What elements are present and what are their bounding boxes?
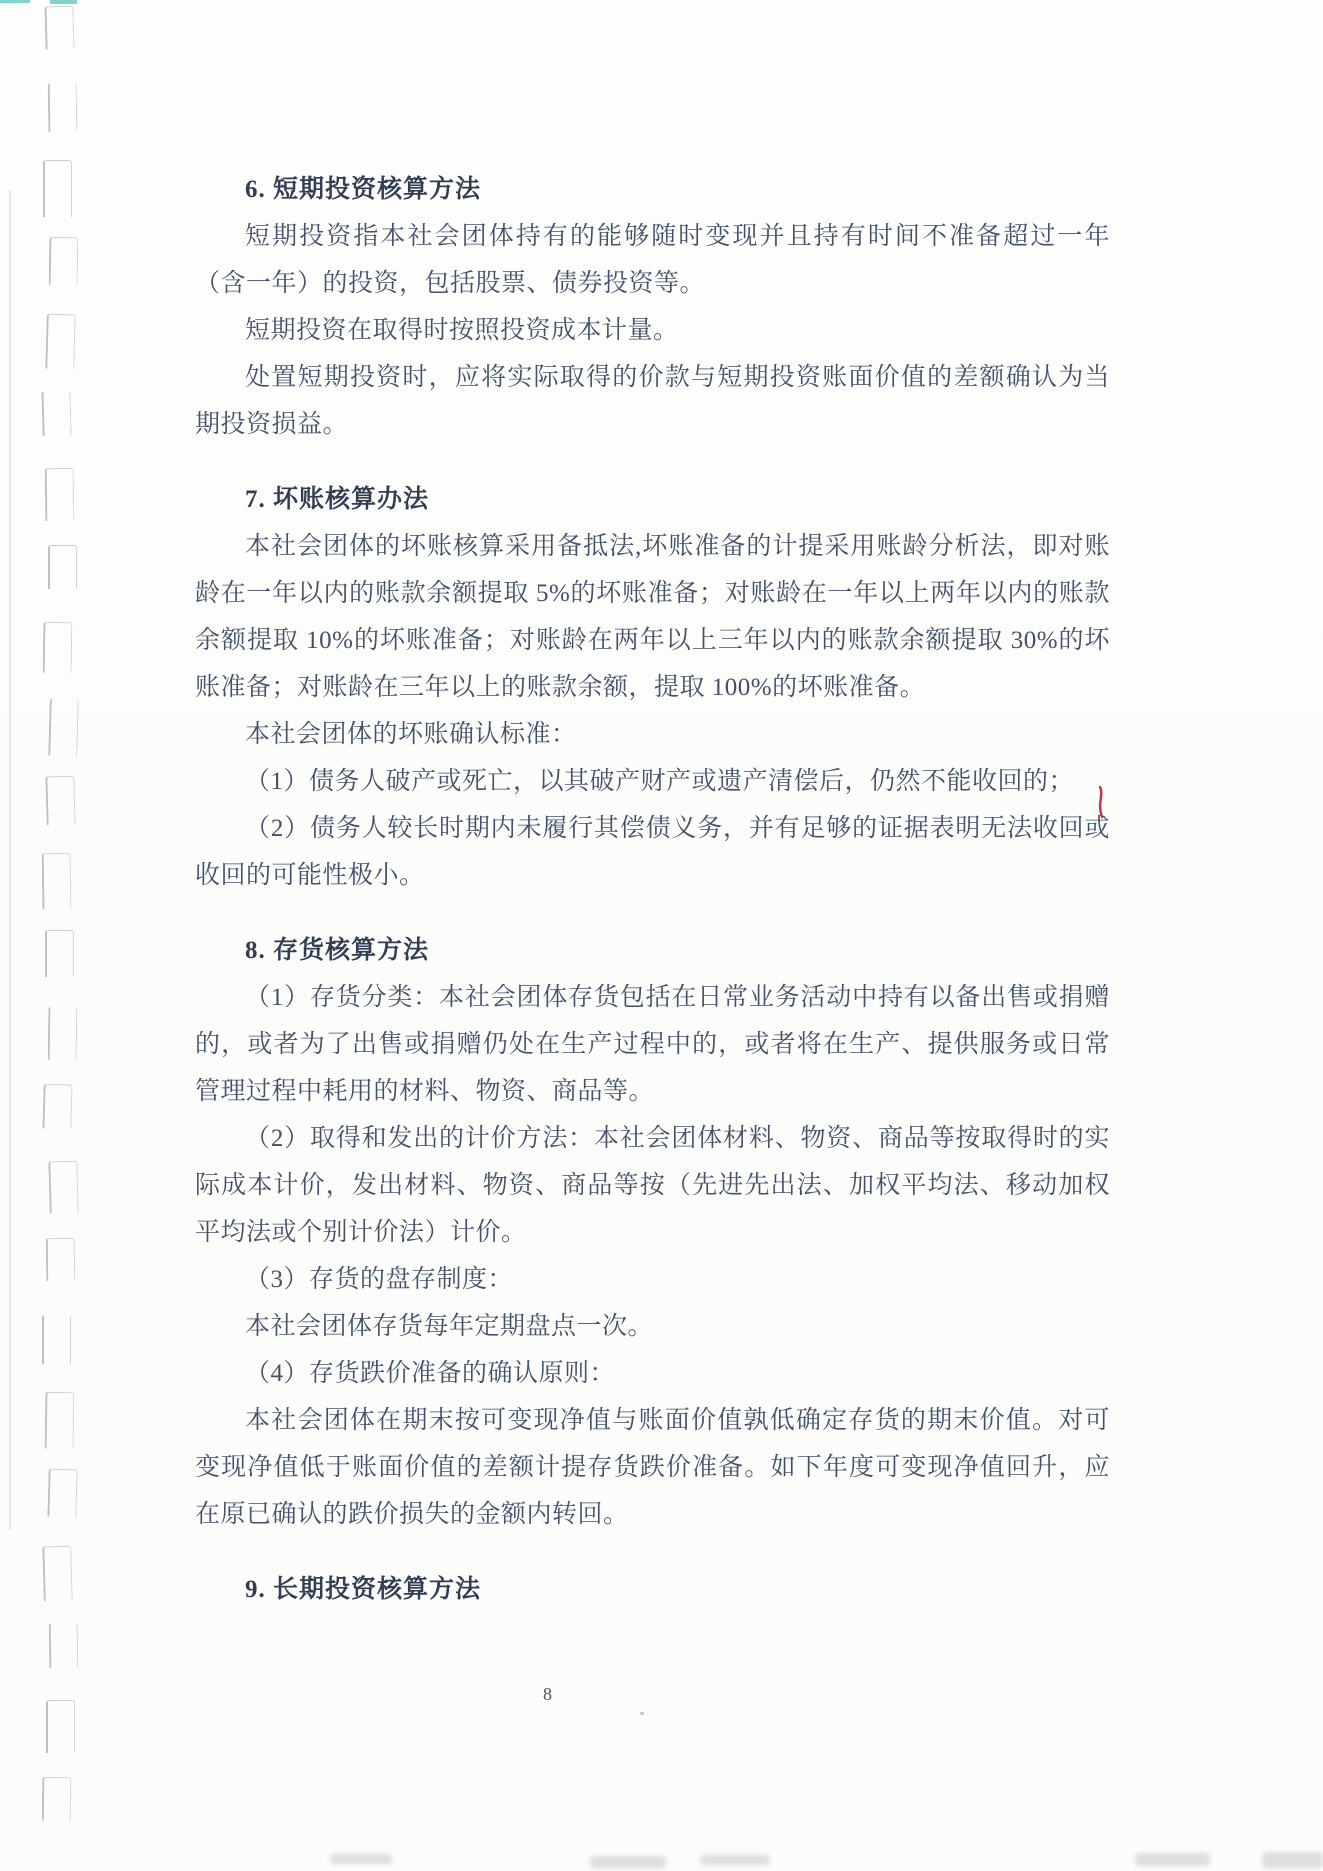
section-heading-inventory: 8. 存货核算方法 <box>245 937 430 964</box>
binding-mark-artifact <box>49 1623 79 1668</box>
paragraph: （1）存货分类：本社会团体存货包括在日常业务活动中持有以备出售或捐赠的，或者为了出售或捐赠仍处在生产过程中的，或者将在生产、提供服务或日常管理过程中耗用的材料、物资、商品等。 <box>195 984 1110 1105</box>
binding-mark-artifact <box>48 1007 78 1060</box>
binding-mark-artifact <box>47 1469 77 1518</box>
paragraph: 本社会团体存货每年定期盘点一次。 <box>245 1313 654 1340</box>
binding-mark-artifact <box>43 160 72 217</box>
paragraph: （2）债务人较长时期内未履行其偿债义务，并有足够的证据表明无法收回或收回的可能性极小。 <box>195 815 1110 889</box>
binding-mark-artifact <box>49 237 79 285</box>
section-heading-short-term-investment: 6. 短期投资核算方法 <box>245 176 482 203</box>
paragraph: （4）存货跌价准备的确认原则： <box>245 1360 616 1387</box>
scan-smudge-artifact <box>590 1856 666 1868</box>
page-number: 8 <box>543 1684 552 1704</box>
binding-mark-artifact <box>46 1700 75 1753</box>
binding-mark-artifact <box>42 1777 72 1821</box>
binding-mark-artifact <box>48 83 78 132</box>
scan-edge-teal-artifact <box>50 0 77 4</box>
paragraph: （3）存货的盘存制度： <box>245 1266 514 1293</box>
binding-mark-artifact <box>45 1392 75 1449</box>
document-body <box>195 138 1110 1613</box>
scan-smudge-artifact <box>700 1855 770 1865</box>
paragraph: （1）债务人破产或死亡，以其破产财产或遗产清偿后，仍然不能收回的； <box>245 768 1075 795</box>
scan-edge-line-artifact <box>9 190 11 1530</box>
scan-speck-artifact <box>640 1712 644 1715</box>
binding-mark-artifact <box>44 6 74 50</box>
binding-mark-artifact <box>43 622 73 673</box>
section-heading-long-term-investment: 9. 长期投资核算方法 <box>245 1576 482 1603</box>
binding-mark-artifact <box>45 314 76 370</box>
binding-mark-artifact <box>42 1315 71 1364</box>
binding-mark-artifact <box>42 853 72 909</box>
binding-mark-artifact <box>45 468 75 521</box>
binding-mark-artifact <box>41 391 71 437</box>
binding-mark-artifact <box>48 1161 78 1214</box>
paragraph: 短期投资在取得时按照投资成本计量。 <box>245 317 679 344</box>
binding-mark-artifact <box>42 1546 73 1602</box>
binding-mark-artifact <box>45 930 74 977</box>
scan-smudge-artifact <box>1135 1853 1210 1866</box>
paragraph: （2）取得和发出的计价方法：本社会团体材料、物资、商品等按取得时的实际成本计价，发出材料、物资、商品等按（先进先出法、加权平均法、移动加权平均法或个别计价法）计价。 <box>195 1125 1110 1246</box>
paragraph: 短期投资指本社会团体持有的能够随时变现并且持有时间不准备超过一年（含一年）的投资，包括股票、债券投资等。 <box>195 223 1110 297</box>
paragraph: 本社会团体的坏账核算采用备抵法,坏账准备的计提采用账龄分析法，即对账龄在一年以内的账款余额提取 5%的坏账准备；对账龄在一年以上两年以内的账款余额提取 10%的坏账准备；对账龄在两年以上三年以内的账款余额提取 30%的坏账准备；对账龄在三年以上的账款余额，提取 100%的坏账准备。 <box>195 533 1110 701</box>
binding-mark-artifact <box>45 776 75 826</box>
binding-mark-artifact <box>48 545 77 589</box>
section-heading-bad-debt: 7. 坏账核算办法 <box>245 486 430 513</box>
paragraph: 处置短期投资时，应将实际取得的价款与短期投资账面价值的差额确认为当期投资损益。 <box>195 364 1110 438</box>
binding-mark-artifact <box>48 699 79 757</box>
paragraph: 本社会团体的坏账确认标准： <box>245 721 577 748</box>
binding-mark-artifact <box>46 1238 76 1281</box>
scan-smudge-artifact <box>330 1854 392 1864</box>
paragraph: 本社会团体在期末按可变现净值与账面价值孰低确定存货的期末价值。对可变现净值低于账面价值的差额计提存货跌价准备。如下年度可变现净值回升，应在原已确认的跌价损失的金额内转回。 <box>195 1407 1110 1528</box>
scan-edge-teal-artifact <box>0 0 30 3</box>
binding-mark-artifact <box>42 1084 72 1130</box>
scan-smudge-artifact <box>1262 1852 1323 1868</box>
